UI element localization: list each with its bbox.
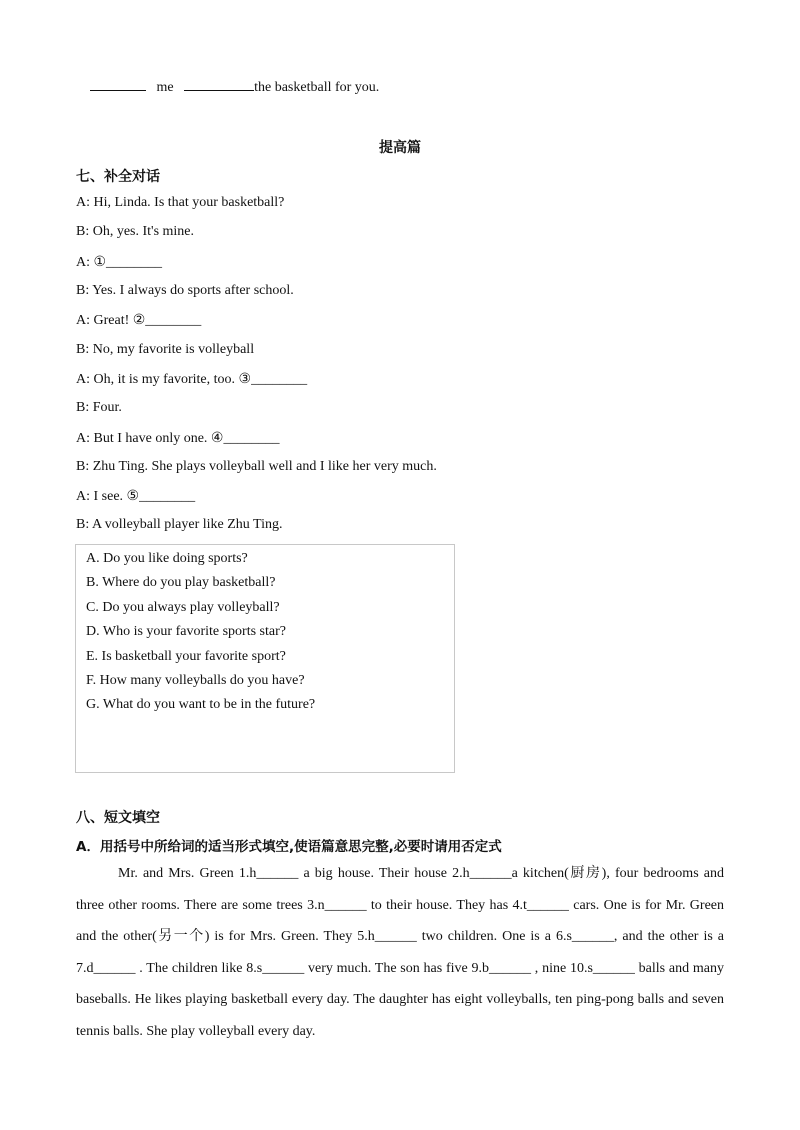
page-heading: 提高篇 (379, 140, 421, 156)
dialogue-line: B: Zhu Ting. She plays volleyball well and I like her very much. (76, 459, 437, 474)
options-box (75, 544, 455, 773)
section-7-title: 七、补全对话 (76, 169, 160, 185)
dialogue-line: B: Oh, yes. It's mine. (76, 224, 195, 239)
option-item: A. Do you like doing sports? (86, 551, 248, 566)
top-sentence-tail: the basketball for you. (254, 80, 380, 95)
option-item: F. How many volleyballs do you have? (86, 673, 305, 688)
passage (76, 858, 724, 1047)
passage-text: Mr. and Mrs. Green 1.h______ a big house. Their house 2.h______a kitchen(厨房), four bedrooms and three other rooms. There are some trees 3.n______ to their house. They has 4.t______ cars. One is for Mr. Green and the other(另一个) is for Mrs. Green. They 5.h______ two children. One is a 6.s______, and the other is a 7.d______ . The children like 8.s______ very much. The son has five 9.b______ , nine 10.s______ balls and many baseballs. He likes playing basketball every day. The daughter has eight volleyballs, ten ping-pong balls and seven tennis balls. She play volleyball every day. (76, 866, 724, 1039)
dialogue-line: A: ①________ (76, 255, 163, 270)
option-item: G. What do you want to be in the future? (86, 697, 316, 712)
dialogue-line: A: But I have only one. ④________ (76, 431, 280, 446)
dialogue-line: A: Oh, it is my favorite, too. ③________ (76, 372, 308, 387)
dialogue-line: A: Great! ②________ (76, 313, 202, 328)
option-item: B. Where do you play basketball? (86, 575, 276, 590)
top-sentence-text: me (156, 80, 174, 95)
dialogue-line: A: I see. ⑤________ (76, 489, 196, 504)
dialogue-line: B: Four. (76, 400, 122, 415)
section-8-subtitle: A．用括号中所给词的适当形式填空,使语篇意思完整,必要时请用否定式 (76, 839, 502, 855)
dialogue-line: B: No, my favorite is volleyball (76, 342, 255, 357)
option-item: E. Is basketball your favorite sport? (86, 649, 286, 664)
answer-blank[interactable] (90, 78, 146, 91)
answer-blank[interactable] (184, 78, 254, 91)
option-item: D. Who is your favorite sports star? (86, 624, 286, 639)
dialogue-line: B: A volleyball player like Zhu Ting. (76, 517, 283, 532)
section-8-title: 八、短文填空 (76, 810, 160, 826)
top-sentence (90, 78, 379, 96)
option-item: C. Do you always play volleyball? (86, 600, 280, 615)
dialogue-line: B: Yes. I always do sports after school. (76, 283, 294, 298)
dialogue-line: A: Hi, Linda. Is that your basketball? (76, 195, 285, 210)
